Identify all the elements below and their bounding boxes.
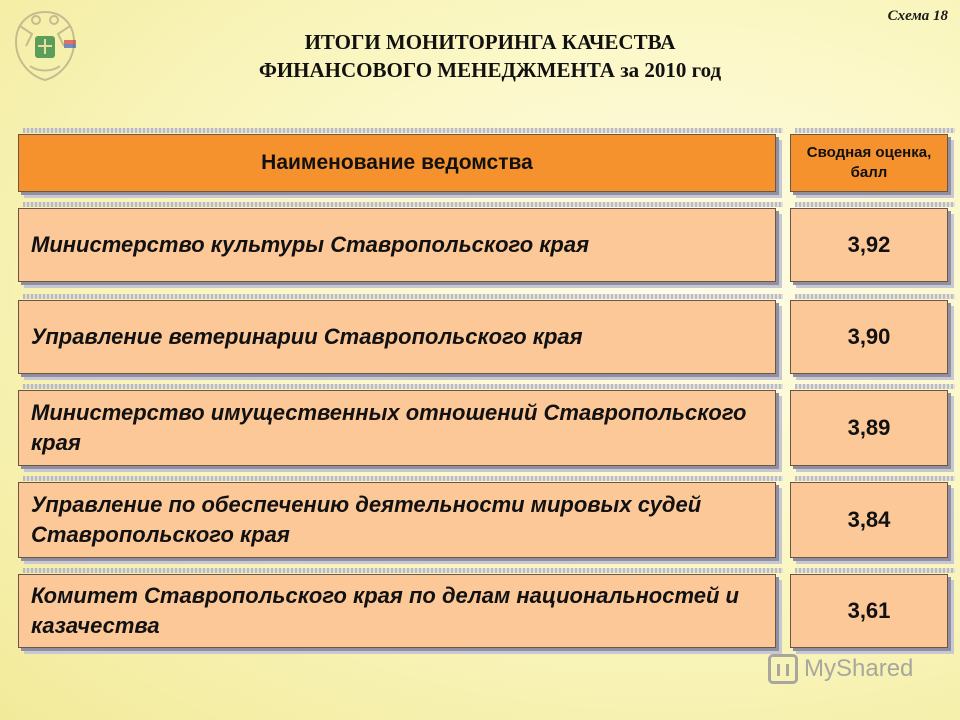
row-4-score: 3,84	[790, 482, 948, 558]
row-3-score: 3,89	[790, 390, 948, 466]
header-department-name: Наименование ведомства	[18, 134, 776, 192]
row-2-name: Управление ветеринарии Ставропольского края	[18, 300, 776, 374]
row-5-name: Комитет Ставропольского края по делам национальностей и казачества	[18, 574, 776, 648]
row-1-name: Министерство культуры Ставропольского края	[18, 208, 776, 282]
coat-of-arms-emblem-icon	[8, 6, 82, 84]
watermark-text: MyShared	[804, 655, 914, 682]
row-3-name: Министерство имущественных отношений Ставропольского края	[18, 390, 776, 466]
header-summary-score: Сводная оценка, балл	[790, 134, 948, 192]
row-4-name: Управление по обеспечению деятельности мировых судей Ставропольского края	[18, 482, 776, 558]
watermark	[768, 654, 913, 684]
row-1-score: 3,92	[790, 208, 948, 282]
scheme-number: Схема 18	[887, 8, 948, 24]
row-5-score: 3,61	[790, 574, 948, 648]
title-line-2: ФИНАНСОВОГО МЕНЕДЖМЕНТА за 2010 год	[258, 58, 722, 82]
myshared-logo-icon	[768, 654, 798, 684]
row-2-score: 3,90	[790, 300, 948, 374]
title-line-1: ИТОГИ МОНИТОРИНГА КАЧЕСТВА	[304, 30, 676, 54]
page-title	[100, 28, 880, 84]
